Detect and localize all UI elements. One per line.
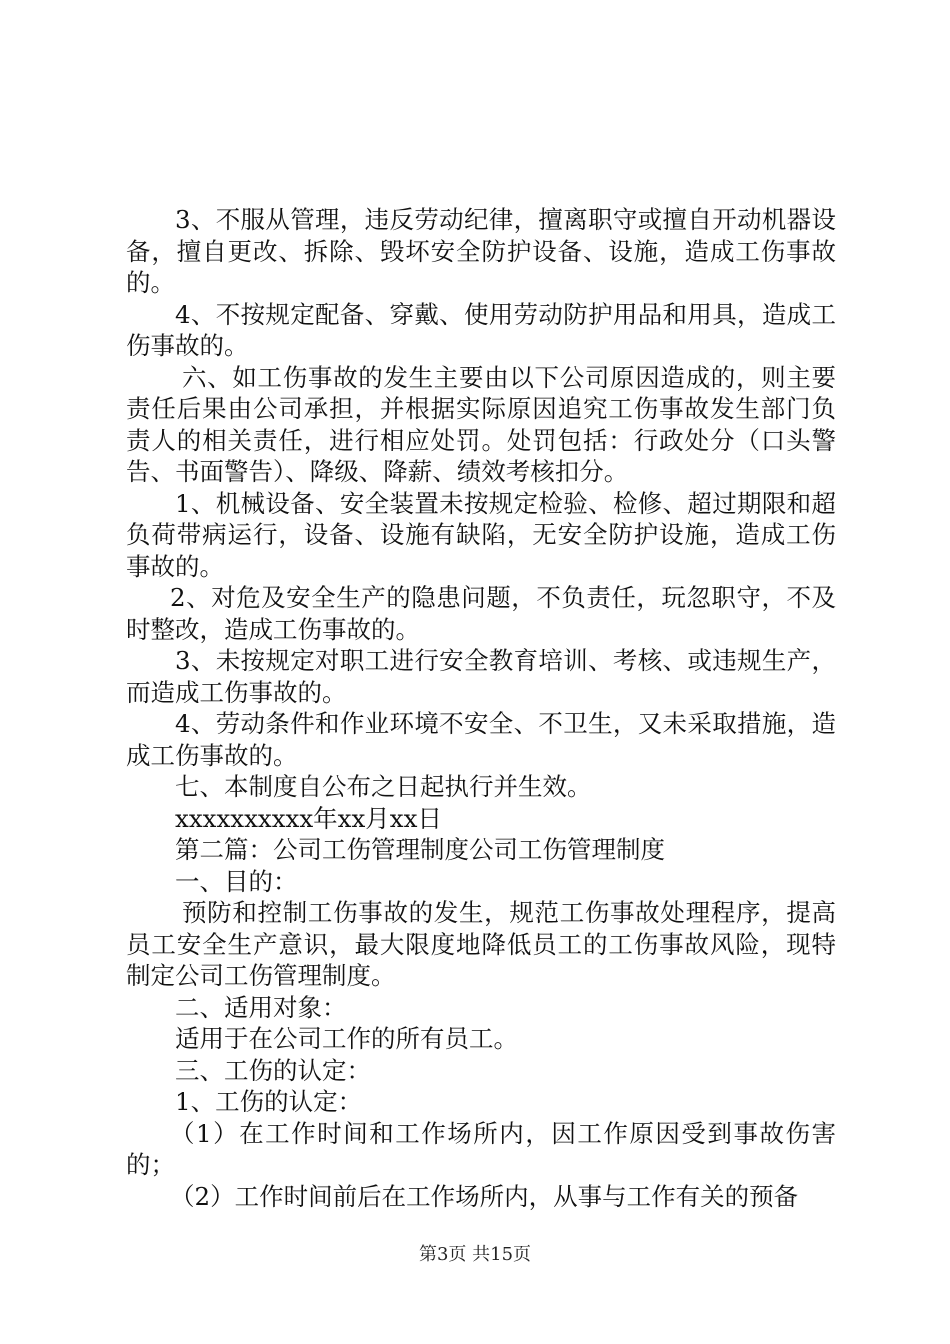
paragraph-recognition-item-2: （2）工作时间前后在工作场所内，从事与工作有关的预备 bbox=[170, 1181, 799, 1211]
paragraph-recognition-sub: 1、工伤的认定： bbox=[175, 1087, 363, 1116]
paragraph-purpose-heading: 一、目的： bbox=[175, 866, 298, 896]
paragraph-company-cause-3: 3、未按规定对职工进行安全教育培训、考核、或违规生产，而造成工伤事故的。 bbox=[126, 646, 836, 707]
paragraph-scope-heading: 二、适用对象： bbox=[175, 992, 347, 1022]
paragraph-violation-4: 4、不按规定配备、穿戴、使用劳动防护用品和用具，造成工伤事故的。 bbox=[126, 299, 836, 360]
paragraph-date: xxxxxxxxxx年xx月xx日 bbox=[175, 803, 442, 833]
paragraph-violation-3: 3、不服从管理，违反劳动纪律，擅离职守或擅自开动机器设备，擅自更改、拆除、毁坏安全防护设备、设施，造成工伤事故的。 bbox=[126, 205, 836, 297]
page-footer bbox=[0, 1244, 950, 1266]
paragraph-company-cause-4: 4、劳动条件和作业环境不安全、不卫生，又未采取措施，造成工伤事故的。 bbox=[126, 709, 836, 770]
document-body bbox=[126, 204, 836, 1212]
paragraph-company-cause-2: 2、对危及安全生产的隐患问题，不负责任，玩忽职守，不及时整改，造成工伤事故的。 bbox=[126, 583, 836, 644]
paragraph-section-6: 六、如工伤事故的发生主要由以下公司原因造成的，则主要责任后果由公司承担，并根据实际原因追究工伤事故发生部门负责人的相关责任，进行相应处罚。处罚包括：行政处分（口头警告、书面警告）、降级、降薪、绩效考核扣分。 bbox=[126, 362, 836, 486]
paragraph-scope-body: 适用于在公司工作的所有员工。 bbox=[175, 1024, 518, 1053]
paragraph-company-cause-1: 1、机械设备、安全装置未按规定检验、检修、超过期限和超负荷带病运行，设备、设施有缺陷，无安全防护设施，造成工伤事故的。 bbox=[126, 488, 836, 581]
paragraph-part-two-title: 第二篇：公司工伤管理制度公司工伤管理制度 bbox=[175, 835, 665, 864]
page-number-indicator: 第3页 共15页 bbox=[418, 1244, 532, 1265]
paragraph-recognition-item-1: （1）在工作时间和工作场所内，因工作原因受到事故伤害的； bbox=[126, 1118, 836, 1179]
paragraph-recognition-heading: 三、工伤的认定： bbox=[175, 1055, 371, 1085]
paragraph-purpose-body: 预防和控制工伤事故的发生，规范工伤事故处理程序，提高员工安全生产意识，最大限度地降低员工的工伤事故风险，现特制定公司工伤管理制度。 bbox=[126, 898, 836, 990]
paragraph-section-7: 七、本制度自公布之日起执行并生效。 bbox=[175, 772, 592, 801]
